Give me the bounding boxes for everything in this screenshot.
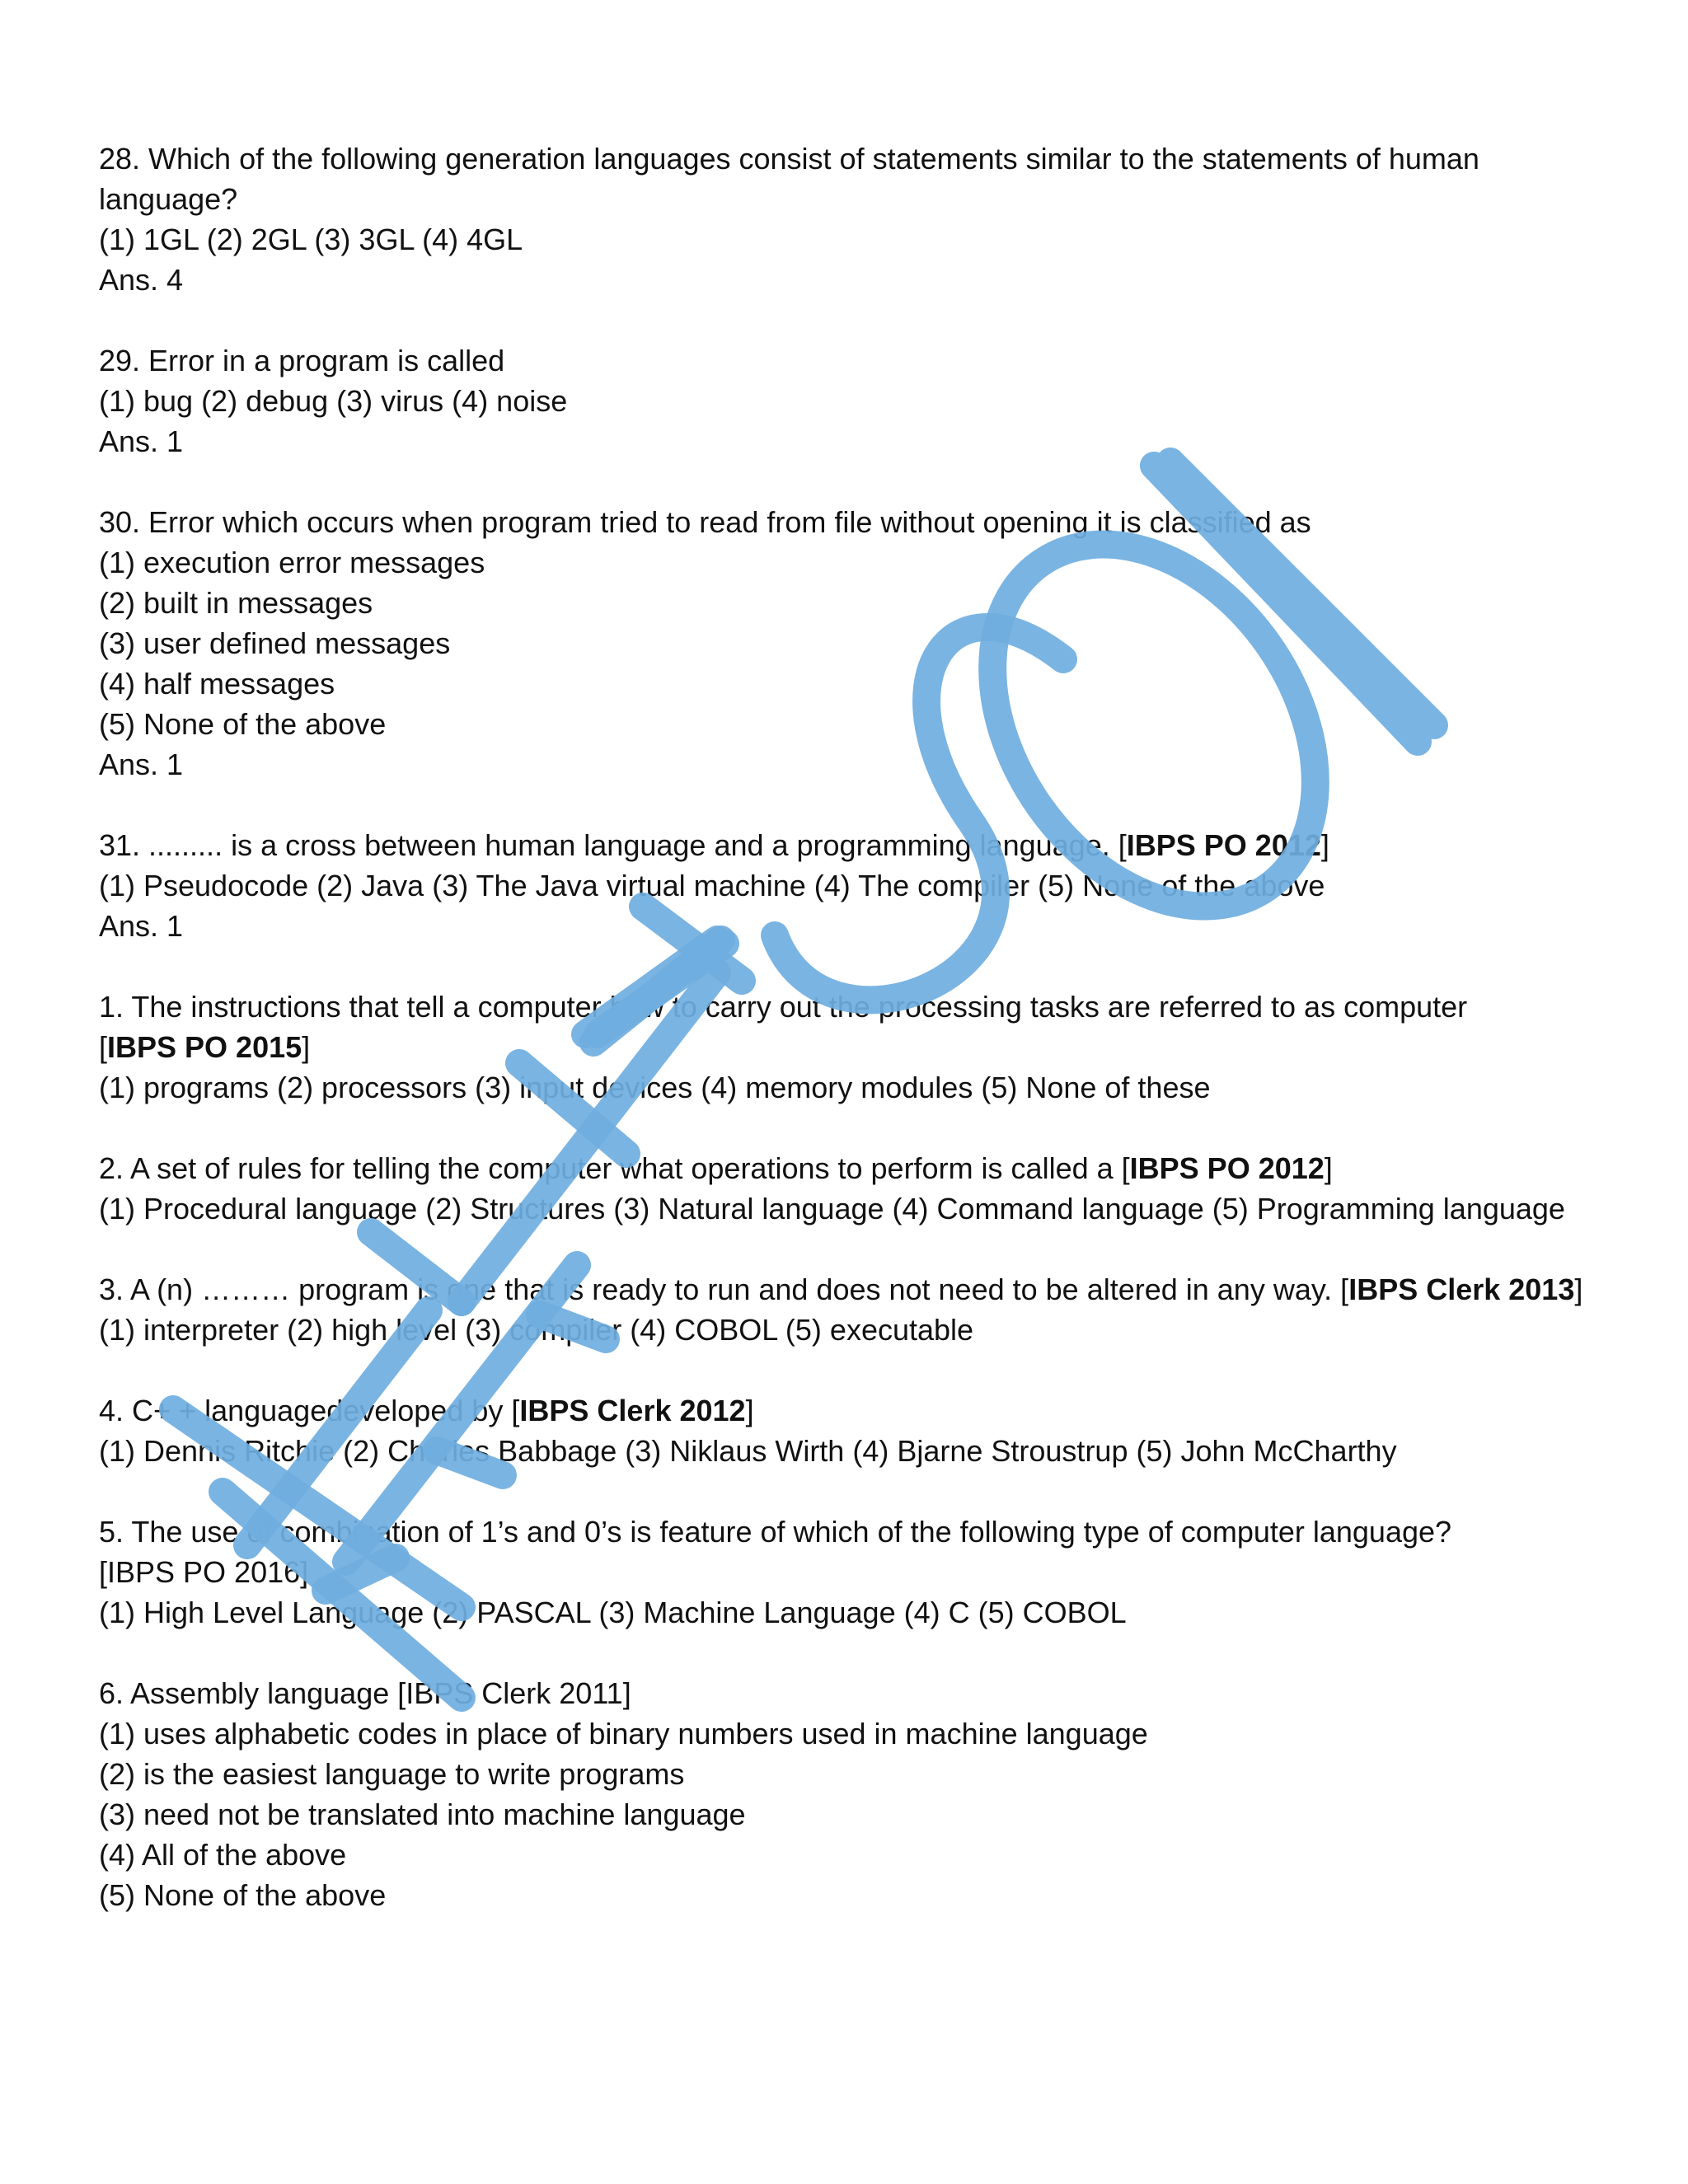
text-line: [99, 260, 1607, 300]
block-spacer: [99, 1471, 1607, 1511]
text-line: [99, 1511, 1607, 1552]
block-spacer: [99, 1229, 1607, 1269]
text-line: [99, 1188, 1607, 1229]
text-segment: 1. The instructions that tell a computer how to carry out the processing tasks are referred to as computer: [99, 990, 1468, 1024]
block-spacer: [99, 785, 1607, 825]
text-segment: 5. The use of combination of 1’s and 0’s is feature of which of the following type of computer language?: [99, 1515, 1452, 1549]
text-segment: 29. Error in a program is called: [99, 344, 505, 377]
text-segment: (1) bug (2) debug (3) virus (4) noise: [99, 384, 568, 418]
text-segment: (5) None of the above: [99, 707, 387, 741]
text-segment: language?: [99, 182, 238, 216]
text-segment: (1) programs (2) processors (3) input devices (4) memory modules (5) None of these: [99, 1071, 1211, 1104]
text-line: [99, 1148, 1607, 1188]
document-body: [99, 138, 1607, 1915]
text-segment: 30. Error which occurs when program tried to read from file without opening it is classified as: [99, 505, 1311, 539]
text-line: [99, 421, 1607, 462]
text-line: [99, 219, 1607, 260]
exam-tag: IBPS PO 2012: [1129, 1151, 1325, 1185]
text-segment: (1) High Level Language (2) PASCAL (3) Machine Language (4) C (5) COBOL: [99, 1596, 1127, 1629]
question-block-p3: [99, 1269, 1607, 1350]
text-line: [99, 1794, 1607, 1835]
text-line: [99, 704, 1607, 744]
exam-tag: IBPS Clerk 2012: [519, 1394, 746, 1427]
exam-tag: IBPS PO 2015: [107, 1030, 302, 1064]
text-line: [99, 865, 1607, 906]
question-block-p5: [99, 1511, 1607, 1633]
exam-tag: IBPS PO 2012: [1126, 828, 1321, 862]
text-segment: ]: [302, 1030, 311, 1064]
block-spacer: [99, 462, 1607, 502]
text-line: [99, 825, 1607, 865]
question-block-p6: [99, 1673, 1607, 1915]
text-segment: Ans. 1: [99, 748, 184, 781]
question-block-p2: [99, 1148, 1607, 1229]
text-segment: (1) uses alphabetic codes in place of binary numbers used in machine language: [99, 1717, 1148, 1750]
text-segment: (4) half messages: [99, 667, 335, 701]
text-line: [99, 1431, 1607, 1471]
text-segment: (4) All of the above: [99, 1838, 347, 1872]
text-segment: [: [99, 1030, 108, 1064]
text-line: [99, 1875, 1607, 1915]
text-line: [99, 340, 1607, 381]
text-line: [99, 906, 1607, 946]
text-line: [99, 502, 1607, 542]
block-spacer: [99, 946, 1607, 987]
text-line: [99, 663, 1607, 704]
text-line: [99, 138, 1607, 179]
question-block-q31: [99, 825, 1607, 946]
text-line: [99, 179, 1607, 219]
text-line: [99, 1673, 1607, 1713]
question-block-p1: [99, 987, 1607, 1108]
text-segment: 6. Assembly language [IBPS Clerk 2011]: [99, 1676, 631, 1710]
text-segment: 28. Which of the following generation languages consist of statements similar to the statements of human: [99, 142, 1479, 176]
text-line: [99, 1835, 1607, 1875]
text-segment: 31. ......... is a cross between human language and a programming language. [: [99, 828, 1127, 862]
text-segment: (3) need not be translated into machine language: [99, 1797, 746, 1831]
text-line: [99, 1713, 1607, 1754]
text-segment: Ans. 4: [99, 263, 184, 297]
text-segment: ]: [1320, 828, 1329, 862]
text-segment: 4. C+ + languagedeveloped by [: [99, 1394, 520, 1427]
text-line: [99, 1552, 1607, 1592]
text-segment: 3. A (n) ……… program is one that is ready to run and does not need to be altered in any way. [: [99, 1272, 1349, 1306]
block-spacer: [99, 1108, 1607, 1148]
text-segment: (1) 1GL (2) 2GL (3) 3GL (4) 4GL: [99, 223, 523, 256]
text-segment: (2) is the easiest language to write programs: [99, 1757, 685, 1791]
text-segment: Ans. 1: [99, 424, 184, 458]
text-line: [99, 1754, 1607, 1794]
exam-tag: IBPS Clerk 2013: [1348, 1272, 1575, 1306]
text-segment: (1) Pseudocode (2) Java (3) The Java virtual machine (4) The compiler (5) None of the above: [99, 869, 1325, 902]
text-segment: (1) execution error messages: [99, 546, 485, 579]
text-line: [99, 987, 1607, 1027]
text-line: [99, 381, 1607, 421]
text-line: [99, 1310, 1607, 1350]
text-line: [99, 1592, 1607, 1633]
block-spacer: [99, 1633, 1607, 1673]
text-segment: ]: [1574, 1272, 1583, 1306]
text-segment: ]: [745, 1394, 754, 1427]
text-segment: [IBPS PO 2016]: [99, 1555, 309, 1589]
text-line: [99, 1390, 1607, 1431]
question-block-p4: [99, 1390, 1607, 1471]
text-segment: Ans. 1: [99, 909, 184, 943]
text-line: [99, 1027, 1607, 1067]
text-segment: (1) Procedural language (2) Structures (3) Natural language (4) Command language (5) Programming language: [99, 1192, 1565, 1226]
text-segment: (1) Dennis Ritchie (2) Charles Babbage (3) Niklaus Wirth (4) Bjarne Stroustrup (5) John McCharthy: [99, 1434, 1397, 1468]
text-segment: (2) built in messages: [99, 586, 373, 620]
text-segment: ]: [1324, 1151, 1333, 1185]
text-line: [99, 1269, 1607, 1310]
text-line: [99, 1067, 1607, 1108]
block-spacer: [99, 300, 1607, 340]
text-segment: (5) None of the above: [99, 1878, 387, 1912]
question-block-q29: [99, 340, 1607, 462]
question-block-q30: [99, 502, 1607, 785]
question-block-q28: [99, 138, 1607, 300]
text-segment: (3) user defined messages: [99, 626, 451, 660]
block-spacer: [99, 1350, 1607, 1390]
text-line: [99, 542, 1607, 583]
text-line: [99, 623, 1607, 663]
text-segment: (1) interpreter (2) high level (3) compiler (4) COBOL (5) executable: [99, 1313, 974, 1347]
text-line: [99, 583, 1607, 623]
text-line: [99, 744, 1607, 785]
text-segment: 2. A set of rules for telling the computer what operations to perform is called a [: [99, 1151, 1130, 1185]
